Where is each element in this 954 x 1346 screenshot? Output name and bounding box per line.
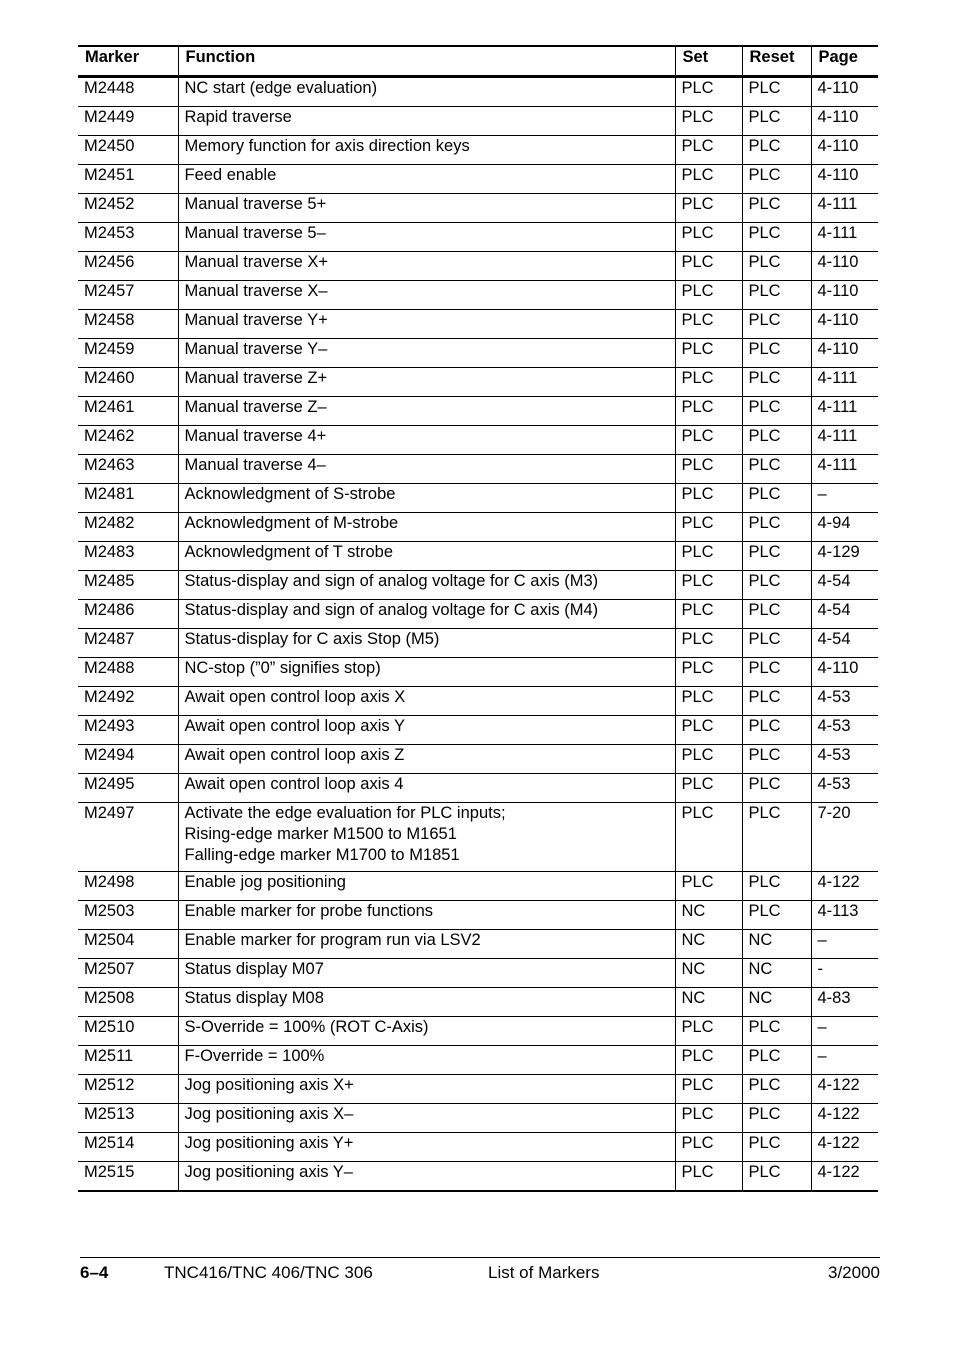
reset-cell: PLC <box>742 774 811 803</box>
reset-cell: NC <box>742 959 811 988</box>
page-ref-cell: 4-122 <box>811 1075 878 1104</box>
reset-cell: PLC <box>742 368 811 397</box>
function-cell <box>178 107 675 136</box>
function-cell <box>178 687 675 716</box>
function-cell <box>178 774 675 803</box>
table-row <box>78 872 878 901</box>
function-text: S-Override = 100% (ROT C-Axis) <box>184 1018 429 1036</box>
marker-cell: M2486 <box>78 600 178 629</box>
page-ref-cell: 4-53 <box>811 716 878 745</box>
table-row <box>78 901 878 930</box>
page-ref-cell: 4-122 <box>811 872 878 901</box>
page-ref-cell: 4-54 <box>811 571 878 600</box>
page-ref-cell: – <box>811 1017 878 1046</box>
marker-cell: M2515 <box>78 1162 178 1192</box>
set-cell: PLC <box>675 803 742 872</box>
reset-cell: PLC <box>742 1133 811 1162</box>
function-cell <box>178 542 675 571</box>
function-cell <box>178 484 675 513</box>
function-cell <box>178 339 675 368</box>
marker-cell: M2457 <box>78 281 178 310</box>
table-row <box>78 1133 878 1162</box>
table-row <box>78 339 878 368</box>
set-cell: PLC <box>675 455 742 484</box>
table-row <box>78 1162 878 1192</box>
marker-cell: M2482 <box>78 513 178 542</box>
table-row <box>78 774 878 803</box>
page-ref-cell: 4-122 <box>811 1104 878 1133</box>
reset-cell: PLC <box>742 1162 811 1192</box>
reset-cell: PLC <box>742 803 811 872</box>
header-page: Page <box>811 46 878 77</box>
function-text: Manual traverse Y+ <box>184 311 328 329</box>
reset-cell: PLC <box>742 1046 811 1075</box>
marker-cell: M2459 <box>78 339 178 368</box>
marker-cell: M2512 <box>78 1075 178 1104</box>
marker-cell: M2453 <box>78 223 178 252</box>
reset-cell: PLC <box>742 136 811 165</box>
table-row <box>78 803 878 872</box>
function-cell <box>178 513 675 542</box>
reset-cell: NC <box>742 930 811 959</box>
function-cell <box>178 1162 675 1192</box>
function-cell <box>178 872 675 901</box>
set-cell: PLC <box>675 339 742 368</box>
marker-cell: M2462 <box>78 426 178 455</box>
table-row <box>78 1104 878 1133</box>
set-cell: PLC <box>675 136 742 165</box>
function-cell <box>178 77 675 107</box>
set-cell: PLC <box>675 658 742 687</box>
table-row <box>78 600 878 629</box>
table-row <box>78 513 878 542</box>
page-ref-cell: 4-111 <box>811 368 878 397</box>
set-cell: PLC <box>675 1133 742 1162</box>
table-row <box>78 223 878 252</box>
table-row <box>78 484 878 513</box>
page-ref-cell: 4-111 <box>811 426 878 455</box>
table-row <box>78 571 878 600</box>
reset-cell: PLC <box>742 165 811 194</box>
set-cell: PLC <box>675 687 742 716</box>
table-row <box>78 107 878 136</box>
function-cell <box>178 803 675 872</box>
set-cell: PLC <box>675 223 742 252</box>
function-text: Manual traverse 4+ <box>184 427 327 445</box>
set-cell: PLC <box>675 1017 742 1046</box>
function-text: Await open control loop axis Z <box>184 746 405 764</box>
reset-cell: PLC <box>742 1104 811 1133</box>
function-text: Manual traverse Z+ <box>184 369 328 387</box>
marker-cell: M2492 <box>78 687 178 716</box>
function-cell <box>178 571 675 600</box>
set-cell: PLC <box>675 107 742 136</box>
set-cell: PLC <box>675 600 742 629</box>
table-row <box>78 397 878 426</box>
set-cell: PLC <box>675 165 742 194</box>
function-text: Enable marker for program run via LSV2 <box>184 931 481 949</box>
function-text: Await open control loop axis X <box>184 688 406 706</box>
page-ref-cell: 4-94 <box>811 513 878 542</box>
page-ref-cell: – <box>811 930 878 959</box>
function-text: Rapid traverse <box>184 108 292 126</box>
set-cell: NC <box>675 930 742 959</box>
page-ref-cell: 4-110 <box>811 136 878 165</box>
header-reset: Reset <box>742 46 811 77</box>
table-row <box>78 629 878 658</box>
function-text: F-Override = 100% <box>184 1047 325 1065</box>
reset-cell: PLC <box>742 745 811 774</box>
footer-date: 3/2000 <box>828 1263 880 1282</box>
function-text: Feed enable <box>184 166 277 184</box>
table-row <box>78 368 878 397</box>
reset-cell: PLC <box>742 901 811 930</box>
page-ref-cell: 4-113 <box>811 901 878 930</box>
header-set: Set <box>675 46 742 77</box>
function-text: Acknowledgment of T strobe <box>184 543 394 561</box>
function-cell <box>178 1046 675 1075</box>
function-cell <box>178 455 675 484</box>
reset-cell: NC <box>742 988 811 1017</box>
function-text: Manual traverse 5– <box>184 224 326 242</box>
marker-cell: M2461 <box>78 397 178 426</box>
page-ref-cell: 4-54 <box>811 629 878 658</box>
page-ref-cell: 4-53 <box>811 774 878 803</box>
function-cell <box>178 629 675 658</box>
function-cell <box>178 600 675 629</box>
function-text: NC start (edge evaluation) <box>184 79 378 97</box>
marker-cell: M2481 <box>78 484 178 513</box>
function-text: Await open control loop axis Y <box>184 717 405 735</box>
function-text: Manual traverse Y– <box>184 340 328 358</box>
set-cell: PLC <box>675 629 742 658</box>
reset-cell: PLC <box>742 687 811 716</box>
set-cell: PLC <box>675 397 742 426</box>
table-row <box>78 930 878 959</box>
reset-cell: PLC <box>742 716 811 745</box>
marker-cell: M2451 <box>78 165 178 194</box>
marker-cell: M2449 <box>78 107 178 136</box>
table-row <box>78 426 878 455</box>
marker-cell: M2495 <box>78 774 178 803</box>
page-ref-cell: 4-54 <box>811 600 878 629</box>
header-marker: Marker <box>78 46 178 77</box>
reset-cell: PLC <box>742 107 811 136</box>
set-cell: PLC <box>675 310 742 339</box>
function-text: Status display M08 <box>184 989 324 1007</box>
marker-cell: M2463 <box>78 455 178 484</box>
set-cell: PLC <box>675 426 742 455</box>
function-text: NC-stop (”0” signifies stop) <box>184 659 381 677</box>
table-row <box>78 1046 878 1075</box>
function-cell <box>178 1017 675 1046</box>
function-text: Jog positioning axis Y– <box>184 1163 353 1181</box>
function-text: Memory function for axis direction keys <box>184 137 470 155</box>
set-cell: PLC <box>675 872 742 901</box>
reset-cell: PLC <box>742 571 811 600</box>
set-cell: PLC <box>675 281 742 310</box>
function-text: Manual traverse X+ <box>184 253 329 271</box>
page-ref-cell: 4-122 <box>811 1133 878 1162</box>
table-row <box>78 959 878 988</box>
reset-cell: PLC <box>742 484 811 513</box>
marker-cell: M2510 <box>78 1017 178 1046</box>
page-ref-cell: 4-83 <box>811 988 878 1017</box>
table-row <box>78 310 878 339</box>
marker-cell: M2498 <box>78 872 178 901</box>
function-text: Status-display for C axis Stop (M5) <box>184 630 440 648</box>
table-row <box>78 194 878 223</box>
set-cell: NC <box>675 901 742 930</box>
function-text: Rising-edge marker M1500 to M1651 <box>184 825 457 843</box>
reset-cell: PLC <box>742 397 811 426</box>
function-cell <box>178 716 675 745</box>
function-cell <box>178 368 675 397</box>
reset-cell: PLC <box>742 600 811 629</box>
page-ref-cell: 7-20 <box>811 803 878 872</box>
page-ref-cell: 4-110 <box>811 107 878 136</box>
function-text: Acknowledgment of M-strobe <box>184 514 399 532</box>
function-cell <box>178 281 675 310</box>
page-ref-cell: 4-111 <box>811 194 878 223</box>
set-cell: PLC <box>675 1162 742 1192</box>
marker-cell: M2483 <box>78 542 178 571</box>
function-cell <box>178 310 675 339</box>
page-ref-cell: 4-110 <box>811 281 878 310</box>
marker-cell: M2488 <box>78 658 178 687</box>
marker-cell: M2503 <box>78 901 178 930</box>
table-body <box>78 77 878 1192</box>
reset-cell: PLC <box>742 426 811 455</box>
set-cell: PLC <box>675 368 742 397</box>
function-text: Status-display and sign of analog voltage for C axis (M3) <box>184 572 599 590</box>
function-text: Jog positioning axis X– <box>184 1105 354 1123</box>
markers-table <box>78 45 878 1192</box>
footer-page-number: 6–4 <box>80 1263 109 1282</box>
marker-cell: M2514 <box>78 1133 178 1162</box>
function-text: Status display M07 <box>184 960 324 978</box>
table-row <box>78 542 878 571</box>
set-cell: PLC <box>675 194 742 223</box>
page-ref-cell: 4-111 <box>811 223 878 252</box>
marker-cell: M2485 <box>78 571 178 600</box>
page-ref-cell: - <box>811 959 878 988</box>
set-cell: PLC <box>675 1104 742 1133</box>
page-ref-cell: 4-53 <box>811 745 878 774</box>
function-cell <box>178 426 675 455</box>
page-ref-cell: 4-110 <box>811 658 878 687</box>
function-text: Acknowledgment of S-strobe <box>184 485 396 503</box>
reset-cell: PLC <box>742 513 811 542</box>
reset-cell: PLC <box>742 629 811 658</box>
function-text: Status-display and sign of analog voltage for C axis (M4) <box>184 601 599 619</box>
set-cell: NC <box>675 959 742 988</box>
table-row <box>78 716 878 745</box>
table-row <box>78 988 878 1017</box>
table-row <box>78 687 878 716</box>
function-cell <box>178 658 675 687</box>
marker-cell: M2507 <box>78 959 178 988</box>
table-row <box>78 1075 878 1104</box>
table-row <box>78 455 878 484</box>
function-cell <box>178 1133 675 1162</box>
marker-cell: M2450 <box>78 136 178 165</box>
table-header-row <box>78 46 878 77</box>
set-cell: PLC <box>675 77 742 107</box>
set-cell: PLC <box>675 745 742 774</box>
function-cell <box>178 988 675 1017</box>
reset-cell: PLC <box>742 281 811 310</box>
function-text: Manual traverse Z– <box>184 398 327 416</box>
page-ref-cell: 4-110 <box>811 252 878 281</box>
table-row <box>78 77 878 107</box>
reset-cell: PLC <box>742 310 811 339</box>
marker-cell: M2497 <box>78 803 178 872</box>
page-ref-cell: 4-129 <box>811 542 878 571</box>
marker-cell: M2456 <box>78 252 178 281</box>
function-cell <box>178 252 675 281</box>
set-cell: NC <box>675 988 742 1017</box>
set-cell: PLC <box>675 252 742 281</box>
function-text: Enable jog positioning <box>184 873 346 891</box>
function-cell <box>178 930 675 959</box>
header-function: Function <box>178 46 675 77</box>
reset-cell: PLC <box>742 77 811 107</box>
reset-cell: PLC <box>742 1017 811 1046</box>
table-row <box>78 136 878 165</box>
table-row <box>78 165 878 194</box>
reset-cell: PLC <box>742 542 811 571</box>
marker-cell: M2452 <box>78 194 178 223</box>
set-cell: PLC <box>675 716 742 745</box>
page-ref-cell: 4-111 <box>811 397 878 426</box>
function-text: Jog positioning axis X+ <box>184 1076 354 1094</box>
reset-cell: PLC <box>742 252 811 281</box>
function-text: Enable marker for probe functions <box>184 902 434 920</box>
reset-cell: PLC <box>742 658 811 687</box>
page-ref-cell: – <box>811 1046 878 1075</box>
function-cell <box>178 223 675 252</box>
table-row <box>78 252 878 281</box>
set-cell: PLC <box>675 1075 742 1104</box>
page-ref-cell: 4-111 <box>811 455 878 484</box>
function-cell <box>178 959 675 988</box>
table-row <box>78 1017 878 1046</box>
marker-cell: M2511 <box>78 1046 178 1075</box>
marker-cell: M2504 <box>78 930 178 959</box>
page-ref-cell: 4-110 <box>811 165 878 194</box>
set-cell: PLC <box>675 571 742 600</box>
page-ref-cell: 4-110 <box>811 339 878 368</box>
function-text: Activate the edge evaluation for PLC inputs; <box>184 804 506 822</box>
function-cell <box>178 194 675 223</box>
marker-cell: M2487 <box>78 629 178 658</box>
page-ref-cell: 4-110 <box>811 310 878 339</box>
page-ref-cell: 4-53 <box>811 687 878 716</box>
function-cell <box>178 1104 675 1133</box>
page-ref-cell: 4-110 <box>811 77 878 107</box>
marker-cell: M2494 <box>78 745 178 774</box>
reset-cell: PLC <box>742 872 811 901</box>
reset-cell: PLC <box>742 455 811 484</box>
reset-cell: PLC <box>742 1075 811 1104</box>
table-row <box>78 281 878 310</box>
function-cell <box>178 165 675 194</box>
page-ref-cell: 4-122 <box>811 1162 878 1192</box>
function-text: Manual traverse 4– <box>184 456 326 474</box>
footer-section-title: List of Markers <box>488 1263 600 1282</box>
marker-cell: M2513 <box>78 1104 178 1133</box>
function-cell <box>178 136 675 165</box>
marker-cell: M2460 <box>78 368 178 397</box>
function-cell <box>178 745 675 774</box>
set-cell: PLC <box>675 1046 742 1075</box>
marker-cell: M2448 <box>78 77 178 107</box>
function-text: Manual traverse X– <box>184 282 328 300</box>
function-cell <box>178 397 675 426</box>
page-ref-cell: – <box>811 484 878 513</box>
page-footer <box>80 1257 880 1288</box>
function-text: Falling-edge marker M1700 to M1851 <box>184 846 460 864</box>
function-cell <box>178 901 675 930</box>
function-text: Manual traverse 5+ <box>184 195 327 213</box>
set-cell: PLC <box>675 484 742 513</box>
function-text: Await open control loop axis 4 <box>184 775 404 793</box>
table-row <box>78 745 878 774</box>
marker-cell: M2458 <box>78 310 178 339</box>
set-cell: PLC <box>675 774 742 803</box>
set-cell: PLC <box>675 542 742 571</box>
function-cell <box>178 1075 675 1104</box>
function-text: Jog positioning axis Y+ <box>184 1134 354 1152</box>
reset-cell: PLC <box>742 223 811 252</box>
marker-cell: M2493 <box>78 716 178 745</box>
reset-cell: PLC <box>742 339 811 368</box>
reset-cell: PLC <box>742 194 811 223</box>
set-cell: PLC <box>675 513 742 542</box>
footer-model: TNC416/TNC 406/TNC 306 <box>164 1263 373 1282</box>
table-row <box>78 658 878 687</box>
marker-cell: M2508 <box>78 988 178 1017</box>
